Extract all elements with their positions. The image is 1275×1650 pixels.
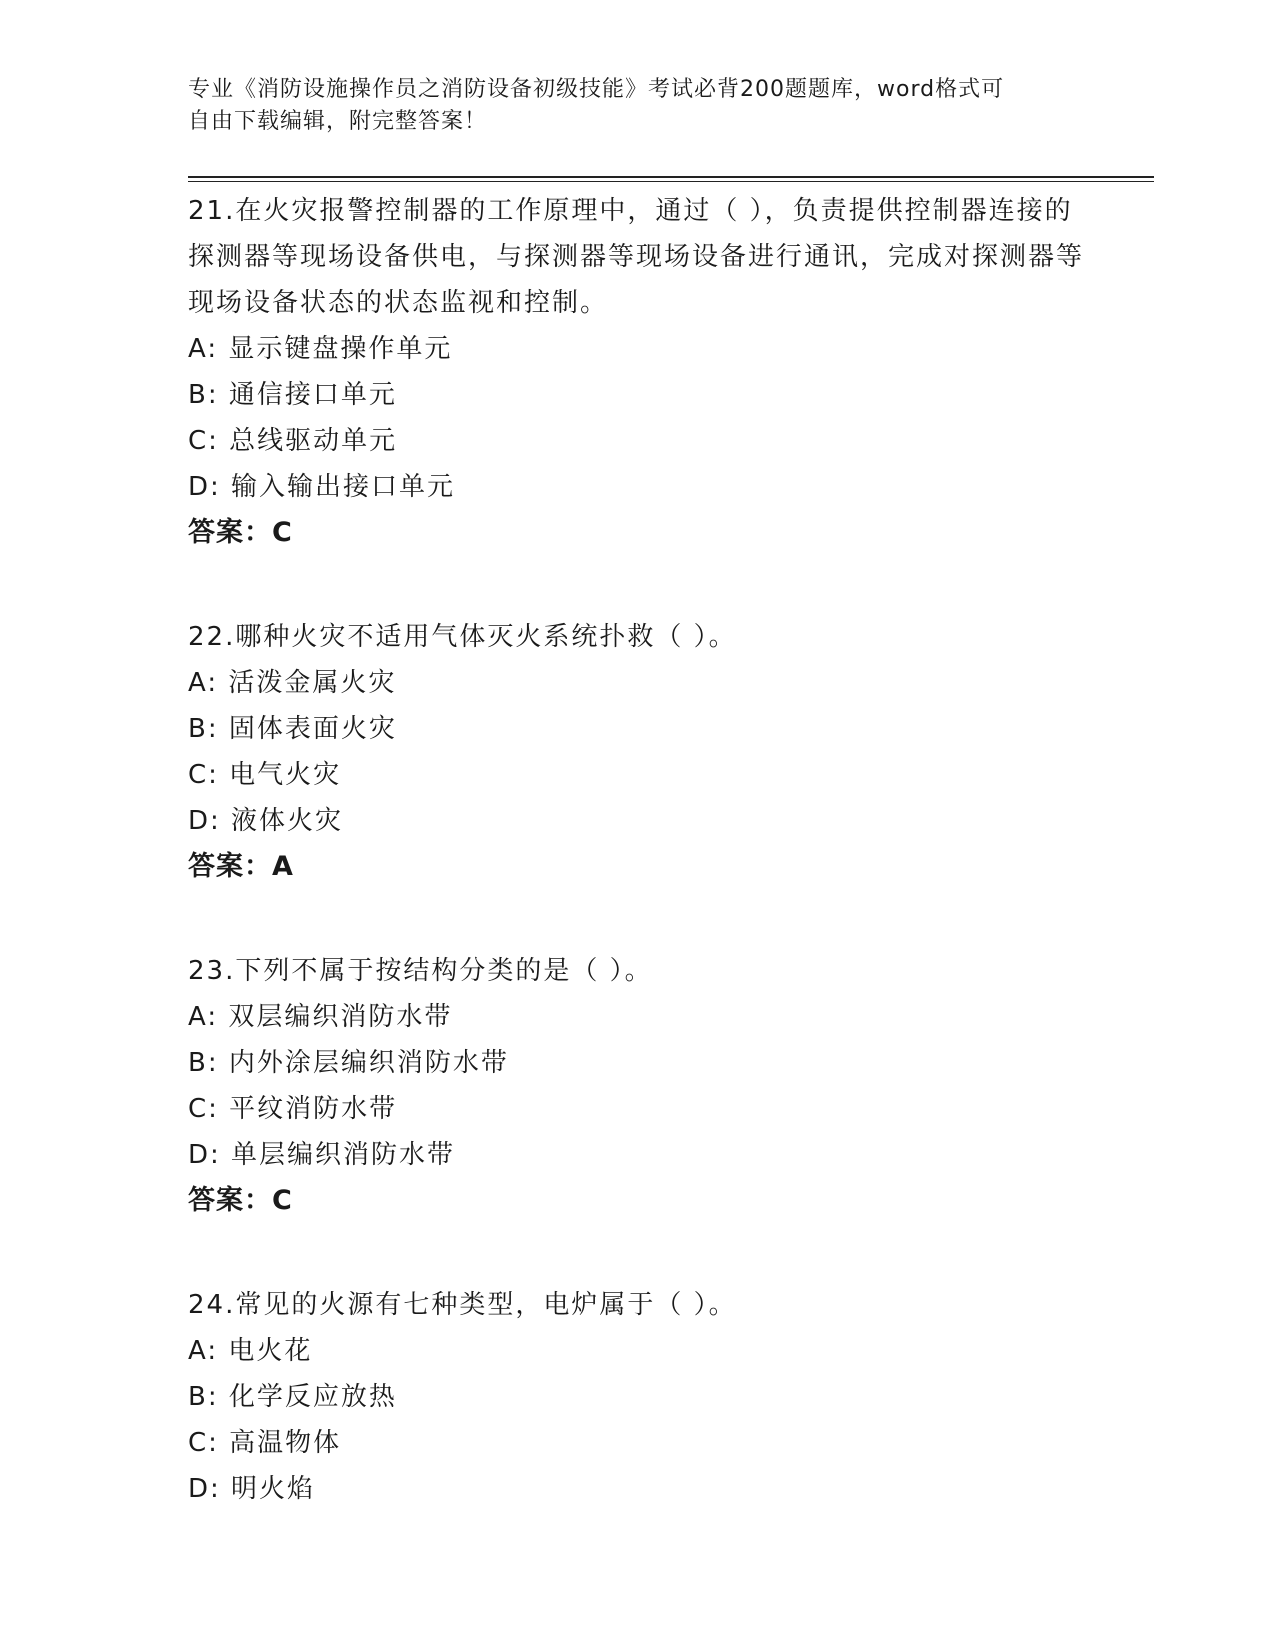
option-b: B: 通信接口单元 [188, 380, 397, 410]
question-item [188, 948, 1088, 1224]
option-b: B: 内外涂层编织消防水带 [188, 1048, 509, 1078]
option-c: C: 电气火灾 [188, 760, 342, 790]
header-line-1: 专业《消防设施操作员之消防设备初级技能》考试必背200题题库，word格式可 [188, 77, 1005, 102]
document-header [188, 74, 1088, 138]
option-c: C: 高温物体 [188, 1428, 342, 1458]
option-d: D: 明火焰 [188, 1474, 316, 1504]
header-divider-thick [188, 176, 1154, 178]
option-b: B: 化学反应放热 [188, 1382, 397, 1412]
question-list [188, 188, 1088, 1570]
question-item [188, 614, 1088, 890]
question-text: 24.常见的火源有七种类型，电炉属于（ ）。 [188, 1290, 737, 1320]
question-text: 22.哪种火灾不适用气体灭火系统扑救（ ）。 [188, 622, 737, 652]
option-d: D: 单层编织消防水带 [188, 1140, 456, 1170]
option-b: B: 固体表面火灾 [188, 714, 397, 744]
answer-label: 答案：C [188, 1185, 293, 1216]
option-d: D: 输入输出接口单元 [188, 472, 456, 502]
question-text: 23.下列不属于按结构分类的是（ ）。 [188, 956, 653, 986]
option-a: A: 双层编织消防水带 [188, 1002, 453, 1032]
option-d: D: 液体火灾 [188, 806, 344, 836]
question-text: 21.在火灾报警控制器的工作原理中，通过（ ），负责提供控制器连接的探测器等现场设备供电，与探测器等现场设备进行通讯，完成对探测器等现场设备状态的状态监视和控制。 [188, 196, 1085, 318]
option-a: A: 显示键盘操作单元 [188, 334, 453, 364]
option-c: C: 总线驱动单元 [188, 426, 398, 456]
option-a: A: 活泼金属火灾 [188, 668, 397, 698]
question-item [188, 1282, 1088, 1512]
answer-label: 答案：C [188, 517, 293, 548]
question-item [188, 188, 1088, 556]
option-a: A: 电火花 [188, 1336, 313, 1366]
answer-label: 答案：A [188, 851, 294, 882]
option-c: C: 平纹消防水带 [188, 1094, 398, 1124]
header-line-2: 自由下载编辑，附完整答案！ [188, 109, 488, 134]
header-divider-thin [188, 181, 1154, 182]
